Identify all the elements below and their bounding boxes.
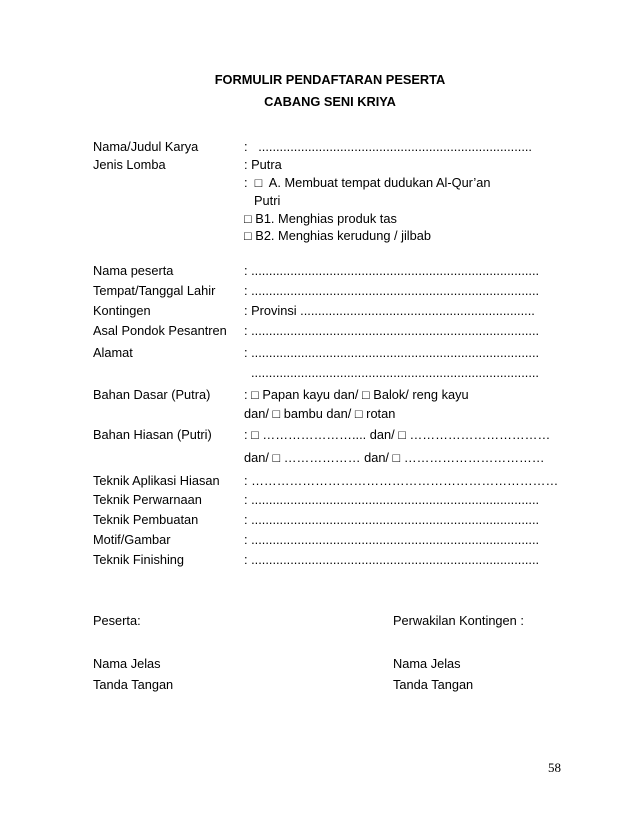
jenis-lomba-option-b1: □ B1. Menghias produk tas xyxy=(244,211,397,226)
field-value-motif-gambar: : ................................................................................. xyxy=(244,532,540,547)
field-value-teknik-perwarnaan: : ................................................................................. xyxy=(244,492,540,507)
field-value-teknik-finishing: : ................................................................................. xyxy=(244,552,540,567)
field-value-bahan-hiasan: : □ ………………….... dan/ □ …………………………… xyxy=(244,427,551,442)
signature-sign-perwakilan: Tanda Tangan xyxy=(393,677,474,692)
field-label-asal-pondok-pesantren: Asal Pondok Pesantren xyxy=(93,323,227,338)
page-number: 58 xyxy=(548,760,561,775)
field-value-tempat-tanggal-lahir: : ................................................................................. xyxy=(244,283,540,298)
field-value-teknik-pembuatan: : ................................................................................. xyxy=(244,512,540,527)
field-label-motif-gambar: Motif/Gambar xyxy=(93,532,171,547)
field-label-jenis-lomba: Jenis Lomba xyxy=(93,157,166,172)
field-value-alamat-line2: ................................................................................. xyxy=(251,365,539,380)
field-value-alamat: : ................................................................................. xyxy=(244,345,540,360)
field-value-teknik-aplikasi-hiasan: : ……………………………………………………………… xyxy=(244,473,559,488)
field-value-nama-peserta: : ................................................................................. xyxy=(244,263,540,278)
field-value-kontingen: : Provinsi .................................................................. xyxy=(244,303,535,318)
signature-heading-perwakilan: Perwakilan Kontingen : xyxy=(393,613,524,628)
signature-heading-peserta: Peserta: xyxy=(93,613,141,628)
signature-name-peserta: Nama Jelas xyxy=(93,656,161,671)
field-value-bahan-dasar: : □ Papan kayu dan/ □ Balok/ reng kayu xyxy=(244,387,469,402)
jenis-lomba-option-b2: □ B2. Menghias kerudung / jilbab xyxy=(244,228,431,243)
field-value-bahan-hiasan-line2: dan/ □ ……………… dan/ □ …………………………… xyxy=(244,450,545,465)
field-label-nama-judul-karya: Nama/Judul Karya xyxy=(93,139,199,154)
field-label-teknik-perwarnaan: Teknik Perwarnaan xyxy=(93,492,202,507)
field-label-teknik-finishing: Teknik Finishing xyxy=(93,552,185,567)
field-value-bahan-dasar-line2: dan/ □ bambu dan/ □ rotan xyxy=(244,406,396,421)
field-label-teknik-pembuatan: Teknik Pembuatan xyxy=(93,512,199,527)
field-label-nama-peserta: Nama peserta xyxy=(93,263,174,278)
field-label-alamat: Alamat xyxy=(93,345,133,360)
field-value-asal-pondok-pesantren: : ................................................................................. xyxy=(244,323,540,338)
signature-sign-peserta: Tanda Tangan xyxy=(93,677,174,692)
field-label-teknik-aplikasi-hiasan: Teknik Aplikasi Hiasan xyxy=(93,473,220,488)
jenis-lomba-option-a: : □ A. Membuat tempat dudukan Al-Qur’an xyxy=(244,175,491,190)
field-label-kontingen: Kontingen xyxy=(93,303,151,318)
field-label-bahan-dasar: Bahan Dasar (Putra) xyxy=(93,387,211,402)
form-subtitle: CABANG SENI KRIYA xyxy=(264,94,396,109)
form-title: FORMULIR PENDAFTARAN PESERTA xyxy=(214,72,446,87)
jenis-lomba-putri: Putri xyxy=(254,193,281,208)
field-label-tempat-tanggal-lahir: Tempat/Tanggal Lahir xyxy=(93,283,216,298)
signature-name-perwakilan: Nama Jelas xyxy=(393,656,461,671)
field-value-nama-judul-karya: : ............................................................................. xyxy=(244,139,532,154)
jenis-lomba-putra: : Putra xyxy=(244,157,282,172)
field-label-bahan-hiasan: Bahan Hiasan (Putri) xyxy=(93,427,212,442)
